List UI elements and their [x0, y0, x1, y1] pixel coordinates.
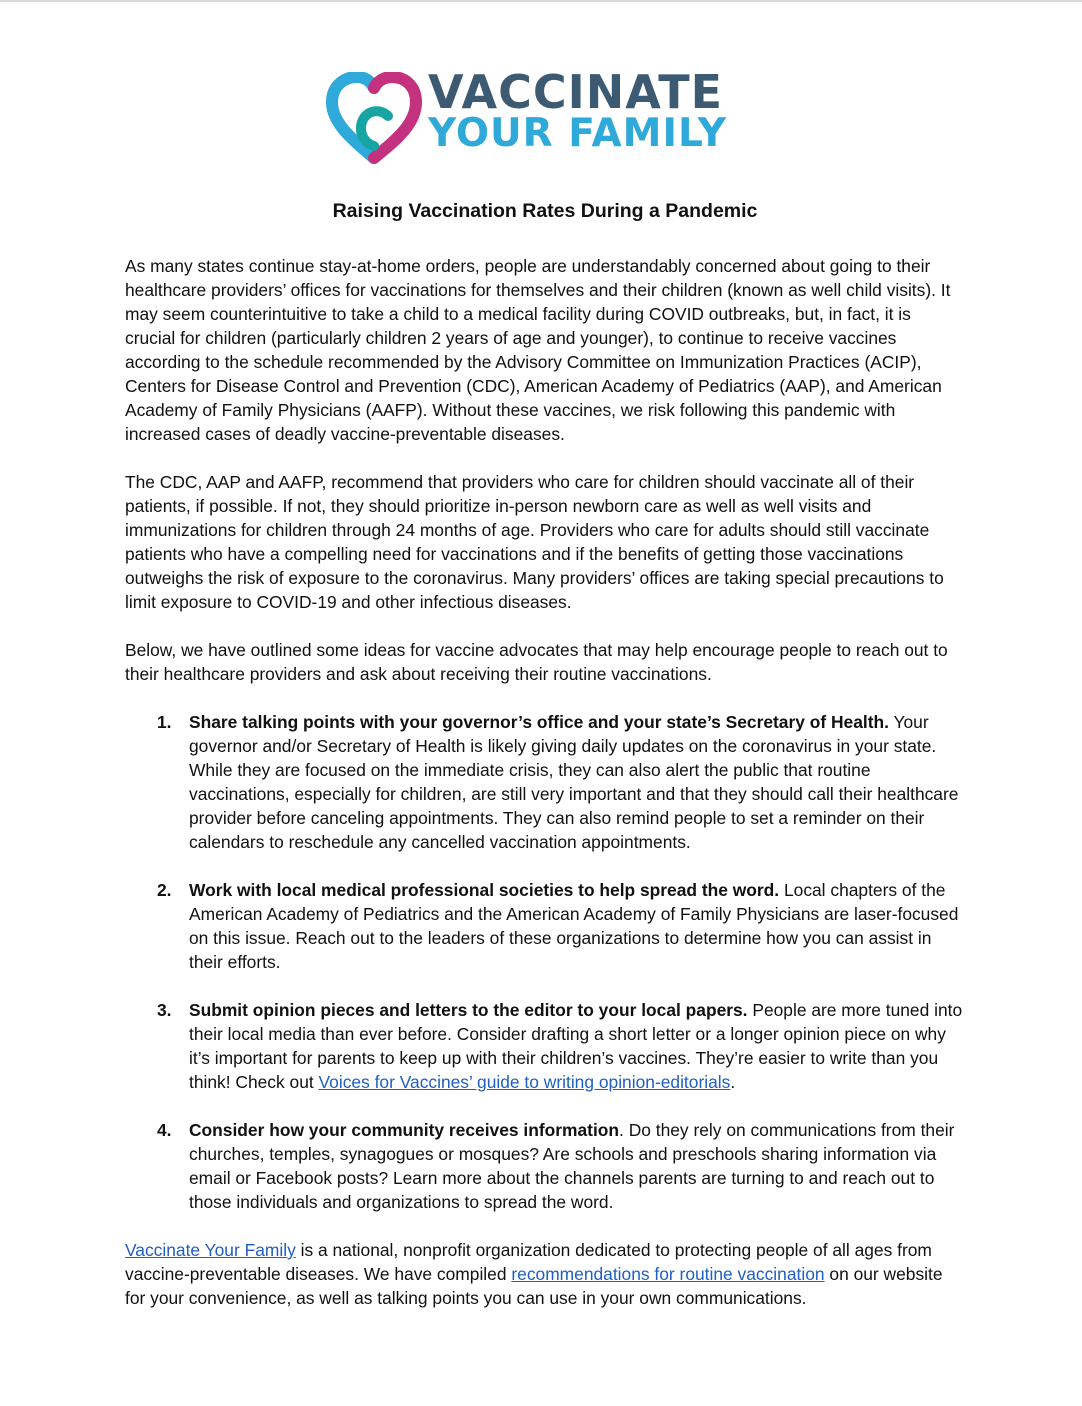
- list-item-number: 2.: [157, 880, 172, 900]
- list-item-number: 3.: [157, 1000, 172, 1020]
- recommendation-paragraph: The CDC, AAP and AAFP, recommend that providers who care for children should vaccinate all of their patients, if possible. If not, they should prioritize in-person newborn care as well as well visits and immunizations for children through 24 months of age. Providers who care for adults should still vaccinate patients who have a compelling need for vaccinations and if the benefits of getting those vaccinations outweighs the risk of exposure to the coronavirus. Many providers’ offices are taking special precautions to limit exposure to COVID-19 and other infectious diseases.: [125, 472, 944, 612]
- list-item-heading: Share talking points with your governor’s office and your state’s Secretary of Health.: [189, 712, 889, 732]
- logo-line-your-family: YOUR FAMILY: [428, 111, 727, 156]
- ideas-intro-paragraph: Below, we have outlined some ideas for vaccine advocates that may help encourage people to reach out to their healthcare providers and ask about receiving their routine vaccinations.: [125, 640, 948, 684]
- list-item-text: . Do they rely on communications from their churches, temples, synagogues or mosques? Are schools and preschools sharing information via email or Facebook posts? Learn more about the channels parents are turning to and reach out to those individuals and organizations to spread the word.: [189, 1120, 955, 1212]
- vaccinate-your-family-logo: [326, 65, 766, 166]
- list-item: [125, 710, 965, 854]
- list-item-text: Your governor and/or Secretary of Health is likely giving daily updates on the coronavirus in your state. While they are focused on the immediate crisis, they can also alert the public that routine vaccinations, especially for children, are still very important and that they should call their healthcare provider before canceling appointments. They can also remind people to set a reminder on their calendars to reschedule any cancelled vaccination appointments.: [189, 712, 959, 852]
- closing-paragraph: [125, 1238, 965, 1310]
- list-item-number: 4.: [157, 1120, 172, 1140]
- list-item-heading: Submit opinion pieces and letters to the editor to your local papers.: [189, 1000, 748, 1020]
- closing-text-part1: is a national, nonprofit organization dedicated to protecting people of all ages from vaccine-preventable diseases. We have compiled: [125, 1240, 932, 1284]
- ideas-list: [125, 710, 965, 1214]
- oped-guide-link[interactable]: Voices for Vaccines’ guide to writing opinion-editorials: [318, 1072, 731, 1092]
- routine-vaccination-recommendations-link[interactable]: recommendations for routine vaccination: [511, 1264, 825, 1284]
- heart-logo-icon: [326, 72, 422, 164]
- list-item: [125, 998, 965, 1094]
- list-item: [125, 1118, 965, 1214]
- logo-line-vaccinate: VACCINATE: [428, 65, 724, 119]
- list-item-text: People are more tuned into their local media than ever before. Consider drafting a short letter or a longer opinion piece on why it’s important for parents to keep up with their children’s vaccines. They’re easier to write than you think! Check out: [189, 1000, 963, 1092]
- vaccinate-your-family-link[interactable]: Vaccinate Your Family: [125, 1240, 296, 1260]
- closing-text-part2: on our website for your convenience, as well as talking points you can use in your own communications.: [125, 1264, 943, 1308]
- list-item-number: 1.: [157, 712, 172, 732]
- document-title: Raising Vaccination Rates During a Pandemic: [332, 200, 758, 222]
- logo-wordmark: [428, 65, 727, 156]
- document-body: [125, 196, 965, 1334]
- intro-paragraph: As many states continue stay-at-home orders, people are understandably concerned about going to their healthcare providers’ offices for vaccinations for themselves and their children (known as well child visits). It may seem counterintuitive to take a child to a medical facility during COVID outbreaks, but, in fact, it is crucial for children (particularly children 2 years of age and younger), to continue to receive vaccines according to the schedule recommended by the Advisory Committee on Immunization Practices (ACIP), Centers for Disease Control and Prevention (CDC), American Academy of Pediatrics (AAP), and American Academy of Family Physicians (AAFP). Without these vaccines, we risk following this pandemic with increased cases of deadly vaccine-preventable diseases.: [125, 256, 951, 444]
- list-item: [125, 878, 965, 974]
- list-item-text-end: .: [730, 1072, 736, 1092]
- list-item-text: Local chapters of the American Academy of Pediatrics and the American Academy of Family Physicians are laser-focused on this issue. Reach out to the leaders of these organizations to determine how you can assist in their efforts.: [189, 880, 959, 972]
- page-top-border: [0, 0, 1082, 2]
- list-item-heading: Work with local medical professional societies to help spread the word.: [189, 880, 780, 900]
- list-item-heading: Consider how your community receives information: [189, 1120, 620, 1140]
